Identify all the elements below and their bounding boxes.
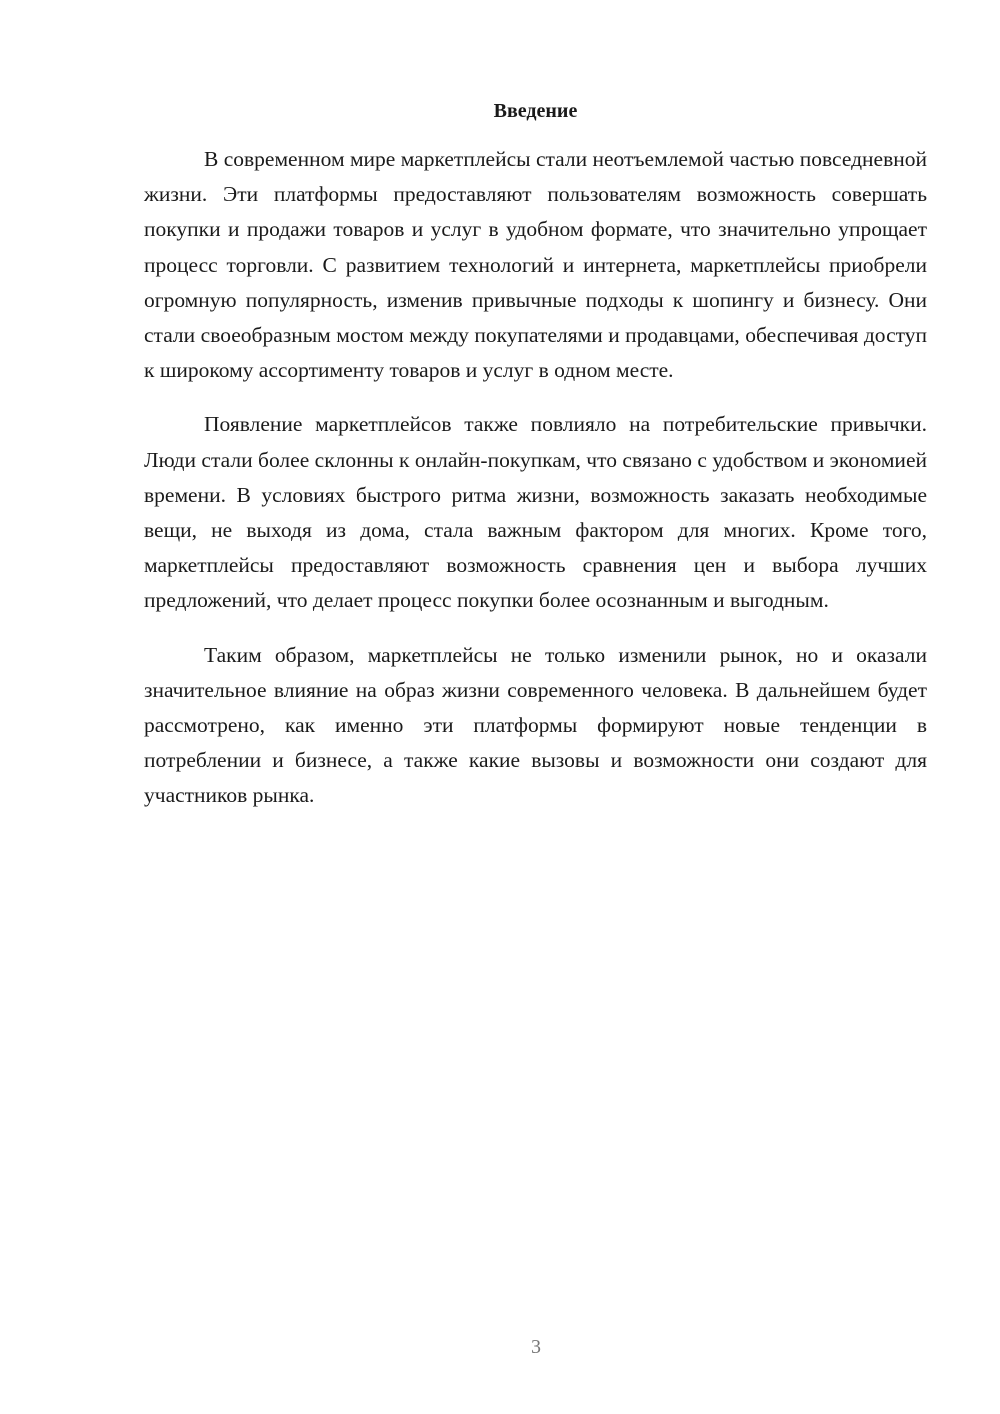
page-number: 3	[531, 1336, 541, 1358]
section-title: Введение	[493, 100, 578, 122]
paragraph-1: В современном мире маркетплейсы стали неотъемлемой частью повседневной жизни. Эти платформы предоставляют пользователям возможность совершать покупки и продажи товаров и услуг в удобном формате, что значительно упрощает процесс торговли. С развитием технологий и интернета, маркетплейсы приобрели огромную популярность, изменив привычные подходы к шопингу и бизнесу. Они стали своеобразным мостом между покупателями и продавцами, обеспечивая доступ к широкому ассортименту товаров и услуг в одном месте.	[144, 147, 927, 383]
paragraph-3: Таким образом, маркетплейсы не только изменили рынок, но и оказали значительное влияние на образ жизни современного человека. В дальнейшем будет рассмотрено, как именно эти платформы формируют новые тенденции в потреблении и бизнесе, а также какие вызовы и возможности они создают для участников рынка.	[144, 642, 927, 808]
paragraph-2: Появление маркетплейсов также повлияло на потребительские привычки. Люди стали более склонны к онлайн-покупкам, что связано с удобством и экономией времени. В условиях быстрого ритма жизни, возможность заказать необходимые вещи, не выходя из дома, стала важным фактором для многих. Кроме того, маркетплейсы предоставляют возможность сравнения цен и выбора лучших предложений, что делает процесс покупки более осознанным и выгодным.	[144, 412, 927, 613]
body-text	[144, 142, 927, 833]
